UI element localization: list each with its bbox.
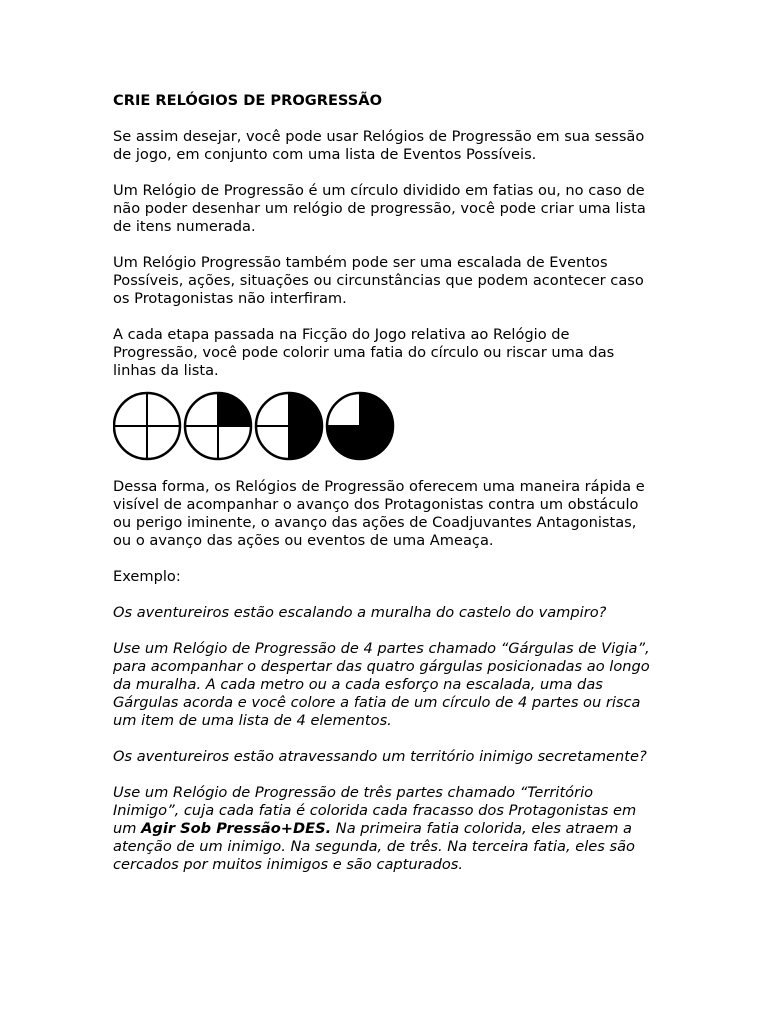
paragraph-definition: Um Relógio de Progressão é um círculo dividido em fatias ou, no caso de não poder desenhar um relógio de progressão, você pode criar uma lista de itens numerada. [113,182,646,235]
clocks-svg [113,390,403,462]
paragraph-example-answer-2 [113,784,658,874]
progress-clock-1 [114,393,180,459]
paragraph-each-step: A cada etapa passada na Ficção do Jogo relativa ao Relógio de Progressão, você pode colorir uma fatia do círculo ou riscar uma das linhas da lista. [113,326,615,379]
paragraph-intro: Se assim desejar, você pode usar Relógios de Progressão em sua sessão de jogo, em conjunto com uma lista de Eventos Possíveis. [113,128,645,163]
progress-clock-3 [256,393,322,459]
answer-2-end: Na primeira fatia colorida, eles atraem a atenção de um inimigo. Na segunda, de três. Na terceira fatia, eles são cercados por muitos inimigos e são capturados. [113,820,635,873]
paragraph-summary: Dessa forma, os Relógios de Progressão oferecem uma maneira rápida e visível de acompanhar o avanço dos Protagonistas contra um obstáculo ou perigo iminente, o avanço das ações de Coadjuvantes Antagonistas, ou o avanço das ações ou eventos de uma Ameaça. [113,478,645,549]
paragraph-escalation: Um Relógio Progressão também pode ser uma escalada de Eventos Possíveis, ações, situações ou circunstâncias que podem acontecer caso os Protagonistas não interfiram. [113,254,644,307]
section-heading: CRIE RELÓGIOS DE PROGRESSÃO [113,92,382,109]
paragraph-example-label: Exemplo: [113,568,181,585]
progress-clocks-illustration [113,390,658,462]
progress-clock-2 [185,393,251,459]
paragraph-example-answer-1: Use um Relógio de Progressão de 4 partes chamado “Gárgulas de Vigia”, para acompanhar o despertar das quatro gárgulas posicionadas ao longo da muralha. A cada metro ou a cada esforço na escalada, uma das Gárgulas acorda e você colore a fatia de um círculo de 4 partes ou risca um item de uma lista de 4 elementos. [113,640,650,729]
paragraph-example-question-1: Os aventureiros estão escalando a muralha do castelo do vampiro? [113,604,607,621]
move-name: Agir Sob Pressão+DES. [141,820,332,837]
paragraph-example-question-2: Os aventureiros estão atravessando um território inimigo secretamente? [113,748,647,765]
progress-clock-4 [327,393,393,459]
document-page [113,92,658,874]
answer-2-start: Use um Relógio de Progressão de três partes chamado “Território Inimigo”, cuja cada fatia é colorida cada fracasso dos Protagonistas em um [113,784,637,837]
